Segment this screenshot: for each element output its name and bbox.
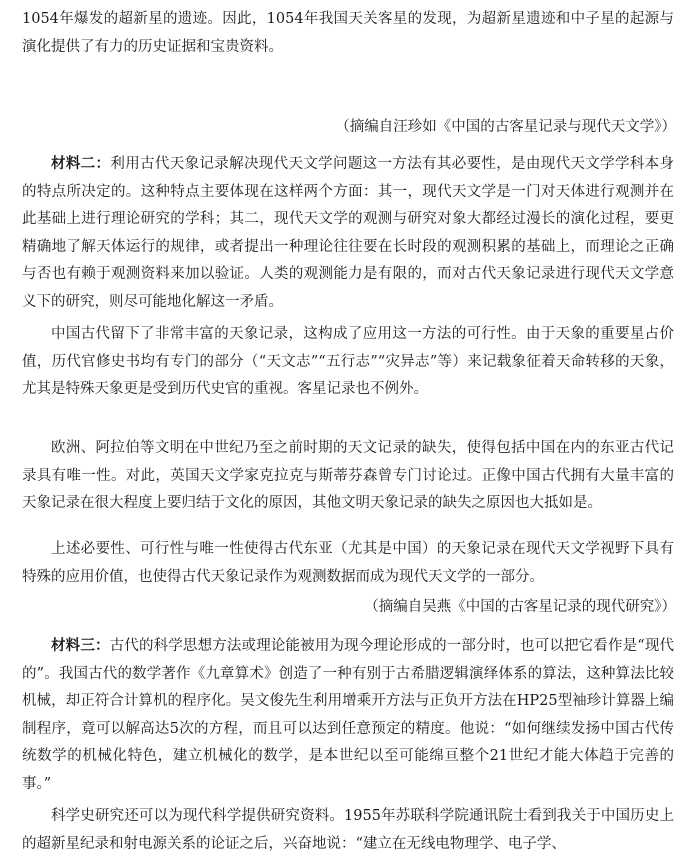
source-citation-wang: （摘编自汪珍如《中国的古客星记录与现代天文学》） <box>335 119 676 135</box>
paragraph-tianguan-conclusion: 1054年爆发的超新星的遗迹。因此，1054年我国天关客星的发现，为超新星遗迹和中子星的起源与演化提供了有力的历史证据和宝贵资料。 <box>22 11 674 55</box>
paragraph-material-three <box>22 632 674 798</box>
paragraph-summary: 上述必要性、可行性与唯一性使得古代东亚（尤其是中国）的天象记录在现代天文学视野下具有特殊的应用价值，也使得古代天象记录作为观测数据而成为现代天文学的一部分。 <box>22 541 674 585</box>
paragraph-material-two <box>22 150 674 316</box>
material-three-label: 材料三： <box>51 637 110 654</box>
paragraph-uniqueness: 欧洲、阿拉伯等文明在中世纪乃至之前时期的天文记录的缺失，使得包括中国在内的东亚古代记录具有唯一性。对此，英国天文学家克拉克与斯蒂芬森曾专门讨论过。正像中国古代拥有大量丰富的天象记录在很大程度上要归结于文化的原因，其他文明天象记录的缺失之原因也大抵如是。 <box>22 440 674 511</box>
source-citation-wu: （摘编自吴燕《中国的古客星记录的现代研究》） <box>364 599 676 615</box>
material-three-body: 古代的科学思想方法或理论能被用为现今理论形成的一部分时，也可以把它看作是“现代的”。我国古代的数学著作《九章算术》创造了一种有别于古希腊逻辑演绎体系的算法，这种算法比较机械，却正符合计算机的程序化。吴文俊先生利用增乘开方法与正负开方法在HP25型袖珍计算器上编制程序，竟可以解高达5次的方程，而且可以达到任意预定的精度。他说：“如何继续发扬中国古代传统数学的机械化特色，建立机械化的数学，是本世纪以至可能绵亘整个21世纪才能大体趋于完善的事。” <box>22 638 675 792</box>
material-two-label: 材料二： <box>51 155 111 172</box>
material-two-body: 利用古代天象记录解决现代天文学问题这一方法有其必要性，是由现代天文学学科本身的特点所决定的。这种特点主要体现在这样两个方面：其一，现代天文学是一门对天体进行观测并在此基础上进行理论研究的学科；其二，现代天文学的观测与研究对象大都经过漫长的演化过程，要更精确地了解天体运行的规律，或者提出一种理论往往要在长时段的观测积累的基础上，而理论之正确与否也有赖于观测资料来加以验证。人类的观测能力是有限的，而对古代天象记录进行现代天文学意义下的研究，则尽可能地化解这一矛盾。 <box>22 156 675 310</box>
paragraph-feasibility: 中国古代留下了非常丰富的天象记录，这构成了应用这一方法的可行性。由于天象的重要星占价值，历代官修史书均有专门的部分（“天文志”“五行志”“灾异志”等）来记载象征着天命转移的天象，尤其是特殊天象更是受到历代史官的重视。客星记录也不例外。 <box>22 326 674 397</box>
paragraph-history-of-science: 科学史研究还可以为现代科学提供研究资料。1955年苏联科学院通讯院士看到我关于中国历史上的超新星纪录和射电源关系的论证之后，兴奋地说：“建立在无线电物理学、电子学、 <box>22 808 674 852</box>
